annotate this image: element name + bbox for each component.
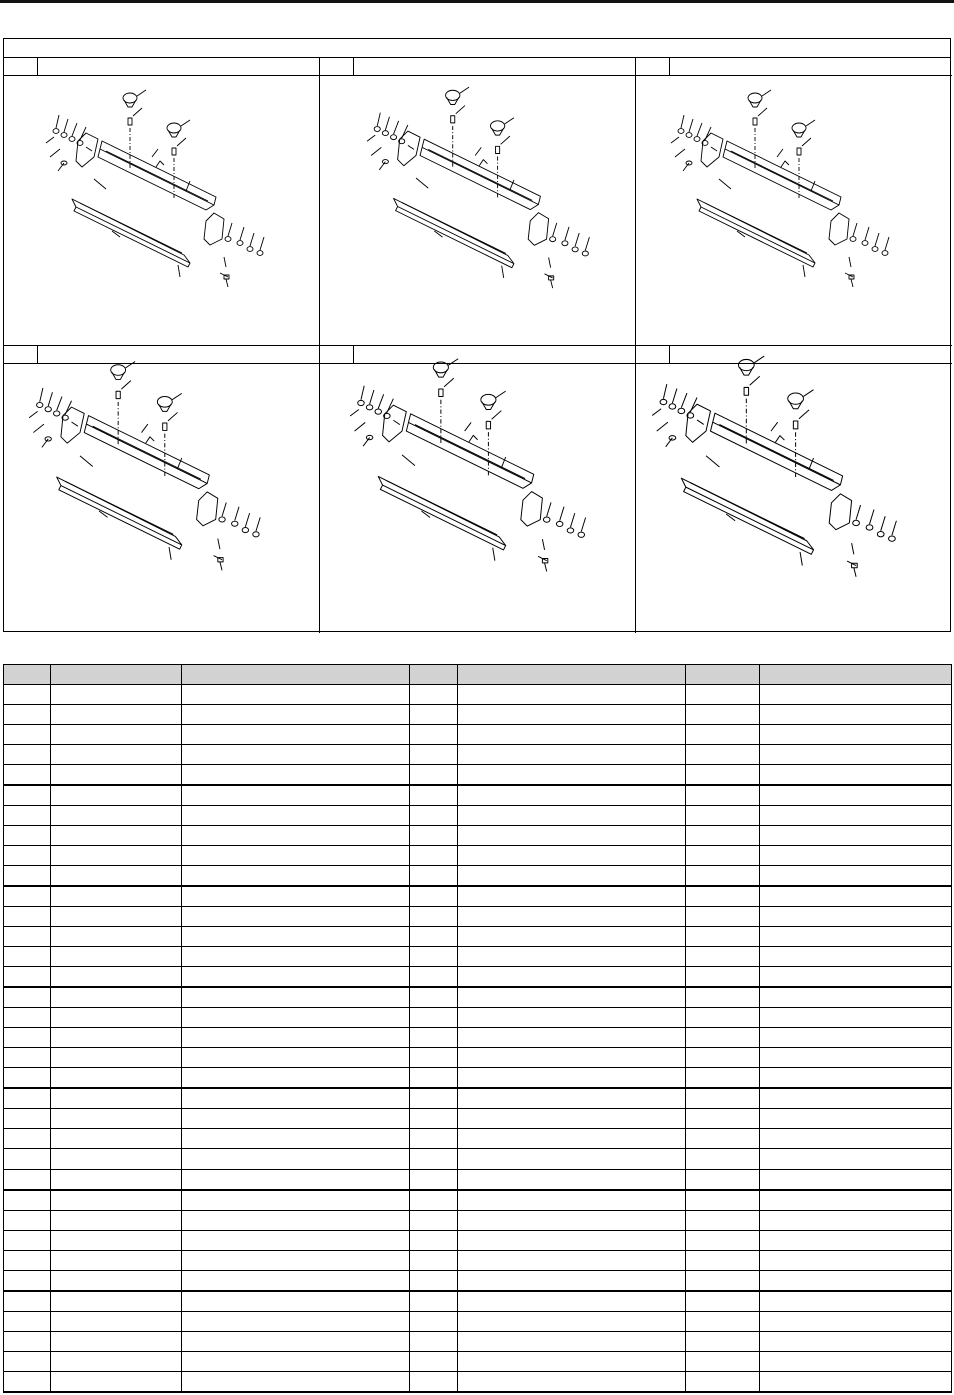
table-cell (760, 1371, 952, 1392)
table-row (4, 1270, 952, 1291)
table-cell (458, 866, 686, 887)
col-header-code (686, 665, 760, 685)
table-cell (182, 1311, 410, 1331)
table-cell (182, 1230, 410, 1250)
table-row (4, 1129, 952, 1149)
table-cell (51, 1169, 182, 1190)
table-cell (4, 1109, 51, 1129)
table-cell (458, 1068, 686, 1089)
table-cell (182, 1210, 410, 1230)
exploded-drawings-canvas (4, 58, 950, 632)
table-cell (4, 886, 51, 907)
header-rule (0, 0, 954, 3)
table-cell (182, 1129, 410, 1149)
table-cell (182, 886, 410, 907)
table-cell (458, 907, 686, 927)
table-cell (182, 1371, 410, 1392)
table-cell (760, 947, 952, 967)
table-row (4, 1210, 952, 1230)
table-row (4, 907, 952, 927)
table-cell (686, 1129, 760, 1149)
table-cell (686, 927, 760, 947)
table-cell (4, 987, 51, 1008)
table-cell (410, 1068, 458, 1089)
table-cell (4, 1331, 51, 1351)
table-cell (182, 1190, 410, 1211)
table-row (4, 1291, 952, 1312)
table-row (4, 987, 952, 1008)
table-cell (458, 846, 686, 866)
table-cell (410, 685, 458, 705)
table-cell (51, 1311, 182, 1331)
table-cell (182, 745, 410, 765)
table-cell (410, 987, 458, 1008)
table-cell (410, 1291, 458, 1312)
table-cell (410, 1371, 458, 1392)
table-row (4, 886, 952, 907)
table-cell (51, 1190, 182, 1211)
table-cell (458, 806, 686, 826)
col-header-description (182, 665, 410, 685)
table-cell (686, 785, 760, 806)
table-cell (686, 745, 760, 765)
cutter-assembly-drawing (350, 359, 585, 572)
table-row (4, 685, 952, 705)
table-cell (760, 1230, 952, 1250)
table-cell (182, 806, 410, 826)
table-cell (182, 987, 410, 1008)
parts-list-table (3, 664, 952, 1393)
table-cell (686, 1048, 760, 1068)
table-cell (686, 846, 760, 866)
table-cell (182, 1109, 410, 1129)
table-cell (51, 1291, 182, 1312)
table-cell (458, 947, 686, 967)
table-cell (410, 806, 458, 826)
table-cell (686, 866, 760, 887)
table-cell (760, 1270, 952, 1291)
table-cell (686, 685, 760, 705)
table-cell (686, 705, 760, 725)
table-cell (760, 806, 952, 826)
table-cell (410, 785, 458, 806)
table-cell (760, 927, 952, 947)
table-cell (760, 886, 952, 907)
table-cell (458, 725, 686, 745)
table-cell (760, 1169, 952, 1190)
table-cell (410, 846, 458, 866)
table-cell (410, 705, 458, 725)
table-cell (458, 987, 686, 1008)
table-cell (4, 785, 51, 806)
table-cell (182, 1270, 410, 1291)
table-cell (51, 1129, 182, 1149)
table-cell (4, 765, 51, 786)
table-cell (410, 745, 458, 765)
col-header-description-alt (458, 665, 686, 685)
table-cell (760, 826, 952, 846)
table-cell (410, 1088, 458, 1109)
table-row (4, 1250, 952, 1270)
table-cell (410, 907, 458, 927)
table-row (4, 1169, 952, 1190)
table-cell (410, 1351, 458, 1371)
table-cell (51, 1149, 182, 1169)
table-row (4, 947, 952, 967)
table-cell (760, 1149, 952, 1169)
table-cell (458, 705, 686, 725)
table-cell (4, 1270, 51, 1291)
table-cell (686, 1028, 760, 1048)
table-row (4, 1088, 952, 1109)
table-cell (760, 1048, 952, 1068)
table-cell (458, 927, 686, 947)
table-cell (458, 886, 686, 907)
table-cell (4, 1291, 51, 1312)
table-cell (458, 1250, 686, 1270)
table-cell (458, 685, 686, 705)
table-row (4, 1028, 952, 1048)
table-cell (4, 1149, 51, 1169)
table-cell (51, 1048, 182, 1068)
table-cell (686, 1270, 760, 1291)
table-row (4, 705, 952, 725)
table-row (4, 1068, 952, 1089)
table-cell (410, 1230, 458, 1250)
table-cell (182, 1068, 410, 1089)
table-cell (760, 907, 952, 927)
table-cell (458, 1270, 686, 1291)
table-cell (686, 1250, 760, 1270)
table-cell (760, 1109, 952, 1129)
table-row (4, 1008, 952, 1028)
table-cell (458, 1291, 686, 1312)
table-cell (410, 725, 458, 745)
table-row (4, 1109, 952, 1129)
table-cell (760, 785, 952, 806)
table-cell (458, 967, 686, 988)
table-cell (182, 1291, 410, 1312)
table-cell (760, 987, 952, 1008)
table-cell (51, 1230, 182, 1250)
table-cell (51, 967, 182, 988)
table-cell (51, 866, 182, 887)
table-cell (4, 725, 51, 745)
table-cell (182, 1250, 410, 1270)
table-cell (410, 886, 458, 907)
table-cell (182, 866, 410, 887)
table-cell (760, 846, 952, 866)
table-cell (686, 806, 760, 826)
table-cell (686, 1109, 760, 1129)
table-cell (182, 1351, 410, 1371)
table-cell (410, 967, 458, 988)
table-cell (686, 1371, 760, 1392)
table-row (4, 1331, 952, 1351)
table-cell (458, 1129, 686, 1149)
table-row (4, 967, 952, 988)
table-cell (458, 1109, 686, 1129)
table-cell (760, 685, 952, 705)
table-header-row (4, 665, 952, 685)
table-cell (458, 1028, 686, 1048)
table-cell (4, 846, 51, 866)
table-cell (4, 1371, 51, 1392)
table-cell (686, 987, 760, 1008)
table-cell (760, 705, 952, 725)
table-row (4, 1351, 952, 1371)
table-cell (458, 785, 686, 806)
table-cell (760, 765, 952, 786)
table-cell (686, 1149, 760, 1169)
table-cell (51, 1331, 182, 1351)
table-cell (4, 705, 51, 725)
table-cell (458, 1169, 686, 1190)
table-row (4, 1149, 952, 1169)
table-cell (4, 1008, 51, 1028)
table-cell (458, 1351, 686, 1371)
table-cell (760, 1250, 952, 1270)
table-cell (182, 785, 410, 806)
table-cell (686, 765, 760, 786)
table-row (4, 1371, 952, 1392)
table-row (4, 785, 952, 806)
table-cell (51, 765, 182, 786)
table-cell (410, 1210, 458, 1230)
table-cell (4, 1190, 51, 1211)
table-cell (686, 1291, 760, 1312)
table-cell (686, 1068, 760, 1089)
table-cell (410, 1008, 458, 1028)
table-cell (686, 1210, 760, 1230)
table-cell (686, 967, 760, 988)
table-cell (51, 1371, 182, 1392)
table-cell (410, 947, 458, 967)
table-cell (760, 1190, 952, 1211)
table-row (4, 745, 952, 765)
table-cell (686, 907, 760, 927)
table-cell (760, 1088, 952, 1109)
table-cell (760, 866, 952, 887)
table-cell (51, 1351, 182, 1371)
table-cell (4, 1028, 51, 1048)
table-cell (4, 1068, 51, 1089)
table-cell (182, 1169, 410, 1190)
table-cell (4, 947, 51, 967)
table-cell (686, 1331, 760, 1351)
table-cell (4, 1351, 51, 1371)
table-cell (410, 1028, 458, 1048)
table-cell (410, 1190, 458, 1211)
table-cell (4, 745, 51, 765)
table-cell (182, 1028, 410, 1048)
table-cell (51, 886, 182, 907)
table-cell (4, 1230, 51, 1250)
table-cell (51, 987, 182, 1008)
table-row (4, 1048, 952, 1068)
table-cell (4, 866, 51, 887)
table-cell (410, 1270, 458, 1291)
table-cell (410, 765, 458, 786)
table-row (4, 1190, 952, 1211)
table-cell (4, 1210, 51, 1230)
table-row (4, 765, 952, 786)
table-cell (182, 947, 410, 967)
table-cell (51, 685, 182, 705)
table-cell (4, 1250, 51, 1270)
table-cell (51, 785, 182, 806)
table-cell (458, 1371, 686, 1392)
cutter-assembly-drawing (46, 90, 264, 287)
table-cell (686, 1230, 760, 1250)
table-cell (760, 1210, 952, 1230)
table-cell (51, 826, 182, 846)
table-cell (4, 1129, 51, 1149)
table-cell (760, 1331, 952, 1351)
table-cell (760, 1008, 952, 1028)
table-cell (410, 1250, 458, 1270)
table-cell (4, 826, 51, 846)
col-header-part-no (51, 665, 182, 685)
table-cell (686, 826, 760, 846)
table-cell (182, 826, 410, 846)
table-row (4, 1230, 952, 1250)
table-cell (51, 806, 182, 826)
table-cell (410, 1048, 458, 1068)
table-cell (410, 826, 458, 846)
table-cell (51, 745, 182, 765)
table-cell (760, 1028, 952, 1048)
table-cell (182, 1149, 410, 1169)
table-cell (458, 1088, 686, 1109)
table-cell (182, 1048, 410, 1068)
table-cell (458, 1190, 686, 1211)
table-cell (51, 1008, 182, 1028)
table-cell (686, 1311, 760, 1331)
table-cell (458, 765, 686, 786)
table-row (4, 866, 952, 887)
table-cell (760, 725, 952, 745)
table-cell (410, 866, 458, 887)
table-cell (458, 745, 686, 765)
col-header-qty (410, 665, 458, 685)
table-cell (51, 1068, 182, 1089)
table-cell (51, 907, 182, 927)
table-cell (51, 1109, 182, 1129)
table-cell (51, 927, 182, 947)
table-cell (4, 685, 51, 705)
cutter-assembly-drawing (367, 87, 589, 288)
table-row (4, 806, 952, 826)
table-cell (182, 705, 410, 725)
table-cell (4, 1088, 51, 1109)
col-header-ref (4, 665, 51, 685)
table-cell (410, 927, 458, 947)
table-cell (760, 1351, 952, 1371)
table-row (4, 846, 952, 866)
table-cell (182, 967, 410, 988)
table-cell (686, 1169, 760, 1190)
table-cell (182, 907, 410, 927)
table-cell (410, 1149, 458, 1169)
table-cell (458, 1048, 686, 1068)
table-cell (458, 826, 686, 846)
table-cell (686, 1351, 760, 1371)
table-row (4, 1311, 952, 1331)
table-cell (686, 1008, 760, 1028)
table-cell (51, 725, 182, 745)
table-cell (760, 1129, 952, 1149)
table-row (4, 826, 952, 846)
table-row (4, 927, 952, 947)
table-cell (182, 725, 410, 745)
table-cell (4, 1169, 51, 1190)
table-cell (458, 1149, 686, 1169)
table-cell (458, 1331, 686, 1351)
table-cell (182, 1331, 410, 1351)
col-header-remarks (760, 665, 952, 685)
figure-title (4, 39, 950, 58)
table-cell (4, 907, 51, 927)
table-cell (51, 705, 182, 725)
cutter-assembly-drawing (671, 90, 889, 287)
table-cell (410, 1129, 458, 1149)
table-cell (458, 1230, 686, 1250)
table-cell (4, 1311, 51, 1331)
table-cell (182, 685, 410, 705)
table-cell (51, 1088, 182, 1109)
table-cell (410, 1109, 458, 1129)
table-cell (51, 846, 182, 866)
table-cell (51, 1270, 182, 1291)
table-cell (410, 1331, 458, 1351)
table-cell (686, 947, 760, 967)
table-cell (410, 1169, 458, 1190)
table-cell (458, 1210, 686, 1230)
table-cell (686, 725, 760, 745)
table-row (4, 725, 952, 745)
table-cell (4, 806, 51, 826)
cutter-assembly-drawing (29, 362, 260, 571)
table-cell (686, 1088, 760, 1109)
table-cell (51, 947, 182, 967)
table-cell (458, 1311, 686, 1331)
table-cell (51, 1250, 182, 1270)
table-cell (686, 1190, 760, 1211)
table-cell (182, 765, 410, 786)
table-cell (760, 745, 952, 765)
table-cell (182, 927, 410, 947)
table-cell (458, 1008, 686, 1028)
table-cell (410, 1311, 458, 1331)
table-cell (51, 1028, 182, 1048)
table-cell (4, 927, 51, 947)
cutter-assembly-drawing (652, 356, 896, 577)
table-cell (760, 1068, 952, 1089)
table-cell (182, 1088, 410, 1109)
table-cell (760, 1291, 952, 1312)
table-cell (686, 886, 760, 907)
table-cell (760, 967, 952, 988)
table-cell (182, 846, 410, 866)
table-cell (51, 1210, 182, 1230)
table-cell (4, 1048, 51, 1068)
table-cell (760, 1311, 952, 1331)
exploded-view-figure (3, 38, 951, 632)
table-cell (182, 1008, 410, 1028)
table-cell (4, 967, 51, 988)
